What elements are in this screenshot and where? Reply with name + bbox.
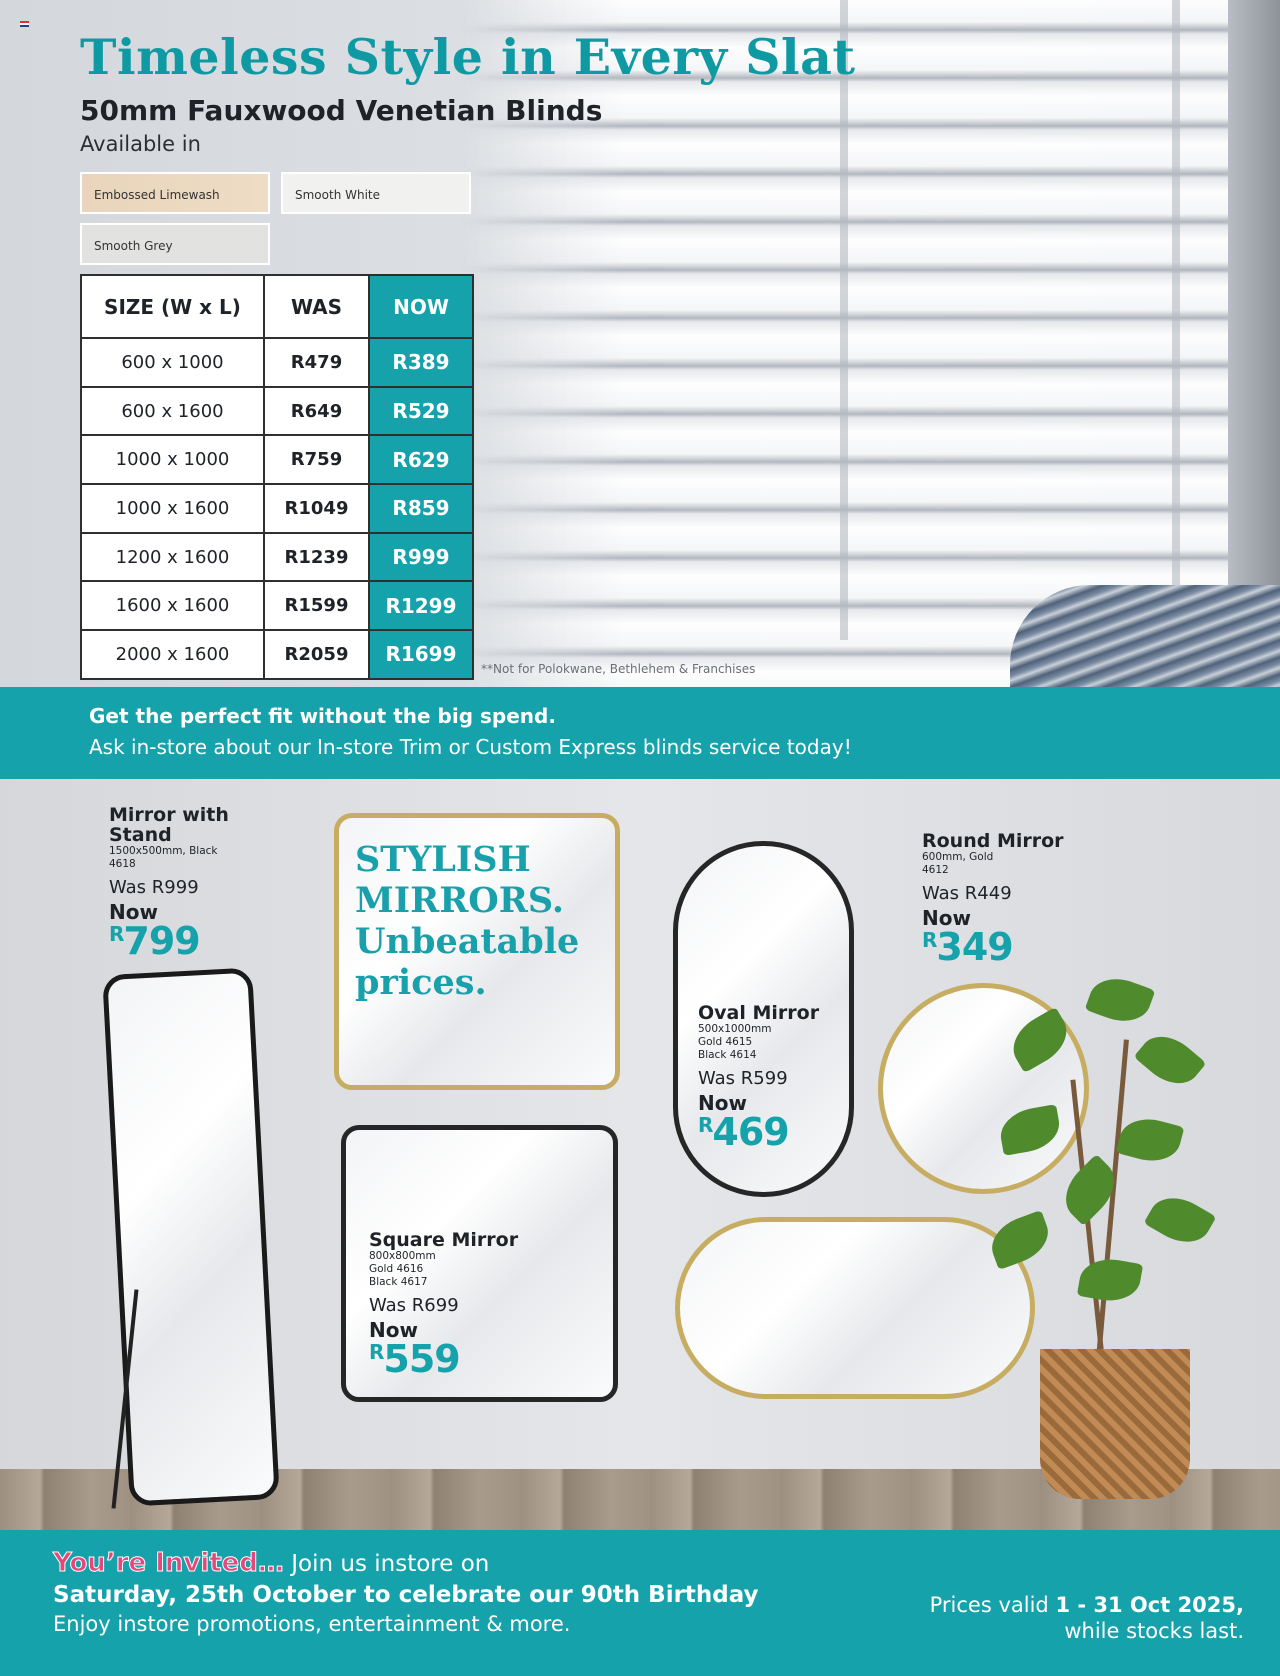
cell-was: R1049 [264, 484, 369, 533]
product-mirror-with-stand [109, 804, 229, 963]
colour-swatch-white: Smooth White [281, 172, 471, 214]
blind-cord [1172, 0, 1180, 640]
product-spec: 500x1000mm [698, 1023, 772, 1035]
plant-leaf [1134, 1025, 1207, 1096]
promotions-text: Enjoy instore promotions, entertainment & more. [53, 1612, 571, 1636]
now-label: Now [369, 1318, 418, 1342]
cell-size: 600 x 1000 [81, 338, 264, 387]
table-row [81, 630, 473, 679]
board-line1: STYLISH [355, 839, 531, 880]
cell-now: R389 [369, 338, 473, 387]
product-name: Square Mirror [369, 1229, 519, 1251]
capsule-mirror-image [675, 1217, 1035, 1399]
product-spec: 800x800mm [369, 1250, 436, 1262]
price-value: 799 [123, 919, 200, 963]
mirror-with-stand-image [102, 967, 280, 1506]
mirrors-section [0, 779, 1280, 1530]
header-was: WAS [264, 275, 369, 338]
blinds-section [0, 0, 1280, 687]
price-value: 349 [936, 925, 1013, 969]
cell-now: R529 [369, 387, 473, 436]
window-frame [1228, 0, 1280, 687]
table-row [81, 435, 473, 484]
product-round-mirror [922, 830, 1064, 969]
cell-size: 1200 x 1600 [81, 533, 264, 582]
product-code: 4618 [109, 858, 136, 870]
product-spec: 600mm, Gold [922, 851, 994, 863]
was-price: Was R599 [698, 1068, 788, 1089]
cell-was: R759 [264, 435, 369, 484]
wicker-basket-pot [1040, 1349, 1190, 1499]
table-header-row [81, 275, 473, 338]
now-label: Now [698, 1091, 747, 1115]
currency-symbol: R [109, 922, 124, 946]
valid-prefix: Prices valid [929, 1593, 1056, 1617]
table-row [81, 338, 473, 387]
cell-now: R629 [369, 435, 473, 484]
header-size: SIZE (W x L) [81, 275, 264, 338]
plant-leaf [985, 1210, 1056, 1270]
currency-symbol: R [369, 1340, 384, 1364]
table-row [81, 533, 473, 582]
cell-now: R1299 [369, 581, 473, 630]
table-row [81, 581, 473, 630]
product-oval-mirror [698, 1002, 820, 1154]
flag-icon [20, 21, 29, 27]
birthday-event-text: Saturday, 25th October to celebrate our 90th Birthday [53, 1582, 759, 1608]
product-name: Mirror with [109, 804, 229, 826]
was-price: Was R449 [922, 883, 1012, 904]
stylish-mirrors-headline [355, 839, 579, 1003]
product-title: 50mm Fauxwood Venetian Blinds [80, 94, 603, 127]
invitation-line [53, 1548, 489, 1578]
header-now: NOW [369, 275, 473, 338]
board-line4: prices. [355, 962, 487, 1003]
cushion-photo [1010, 585, 1280, 687]
board-line2: MIRRORS. [355, 880, 565, 921]
cell-size: 1000 x 1000 [81, 435, 264, 484]
was-price: Was R699 [369, 1295, 459, 1316]
trim-banner [0, 687, 1280, 779]
cell-was: R649 [264, 387, 369, 436]
blind-cord [840, 0, 848, 640]
was-price: Was R999 [109, 877, 199, 898]
product-name: Stand [109, 824, 172, 846]
cell-was: R1599 [264, 581, 369, 630]
product-code-gold: Gold 4615 [698, 1036, 753, 1048]
table-row [81, 387, 473, 436]
now-price [698, 1110, 819, 1154]
now-price [922, 925, 1064, 969]
product-code-black: Black 4614 [698, 1049, 757, 1061]
board-line3: Unbeatable [355, 921, 580, 962]
product-square-mirror [369, 1229, 519, 1381]
currency-symbol: R [922, 928, 937, 952]
plant-leaf [1116, 1112, 1185, 1168]
invitation-join-text: Join us instore on [283, 1551, 490, 1577]
plant-leaf [1085, 970, 1156, 1030]
trim-banner-line1: Get the perfect fit without the big spend. [89, 704, 556, 728]
cell-size: 1600 x 1600 [81, 581, 264, 630]
valid-dates: 1 - 31 Oct 2025, [1055, 1593, 1244, 1617]
cell-now: R859 [369, 484, 473, 533]
valid-suffix: while stocks last. [1064, 1619, 1244, 1643]
cell-size: 1000 x 1600 [81, 484, 264, 533]
cell-size: 600 x 1600 [81, 387, 264, 436]
now-label: Now [109, 900, 158, 924]
product-name: Round Mirror [922, 830, 1064, 852]
product-code-black: Black 4617 [369, 1276, 428, 1288]
cell-size: 2000 x 1600 [81, 630, 264, 679]
table-row [81, 484, 473, 533]
product-code: 4612 [922, 864, 949, 876]
cell-now: R999 [369, 533, 473, 582]
colour-swatch-grey: Smooth Grey [80, 223, 270, 265]
youre-invited-heading: You’re Invited… [53, 1548, 284, 1578]
headline: Timeless Style in Every Slat [80, 28, 856, 86]
plant-leaf [1077, 1254, 1143, 1306]
disclaimer: **Not for Polokwane, Bethlehem & Franchises [481, 662, 756, 676]
price-value: 559 [383, 1337, 460, 1381]
now-price [369, 1337, 518, 1381]
prices-valid-notice [930, 1592, 1244, 1644]
now-label: Now [922, 906, 971, 930]
available-label: Available in [80, 132, 201, 156]
now-price [109, 919, 229, 963]
currency-symbol: R [698, 1113, 713, 1137]
cell-now: R1699 [369, 630, 473, 679]
price-value: 469 [712, 1110, 789, 1154]
trim-banner-line2: Ask in-store about our In-store Trim or Custom Express blinds service today! [89, 735, 852, 759]
plant-leaf [1144, 1187, 1217, 1253]
cell-was: R2059 [264, 630, 369, 679]
cell-was: R479 [264, 338, 369, 387]
footer-banner [0, 1530, 1280, 1676]
product-code-gold: Gold 4616 [369, 1263, 424, 1275]
colour-swatch-limewash: Embossed Limewash [80, 172, 270, 214]
cell-was: R1239 [264, 533, 369, 582]
price-table [80, 274, 474, 680]
product-spec: 1500x500mm, Black [109, 845, 218, 857]
product-name: Oval Mirror [698, 1002, 820, 1024]
